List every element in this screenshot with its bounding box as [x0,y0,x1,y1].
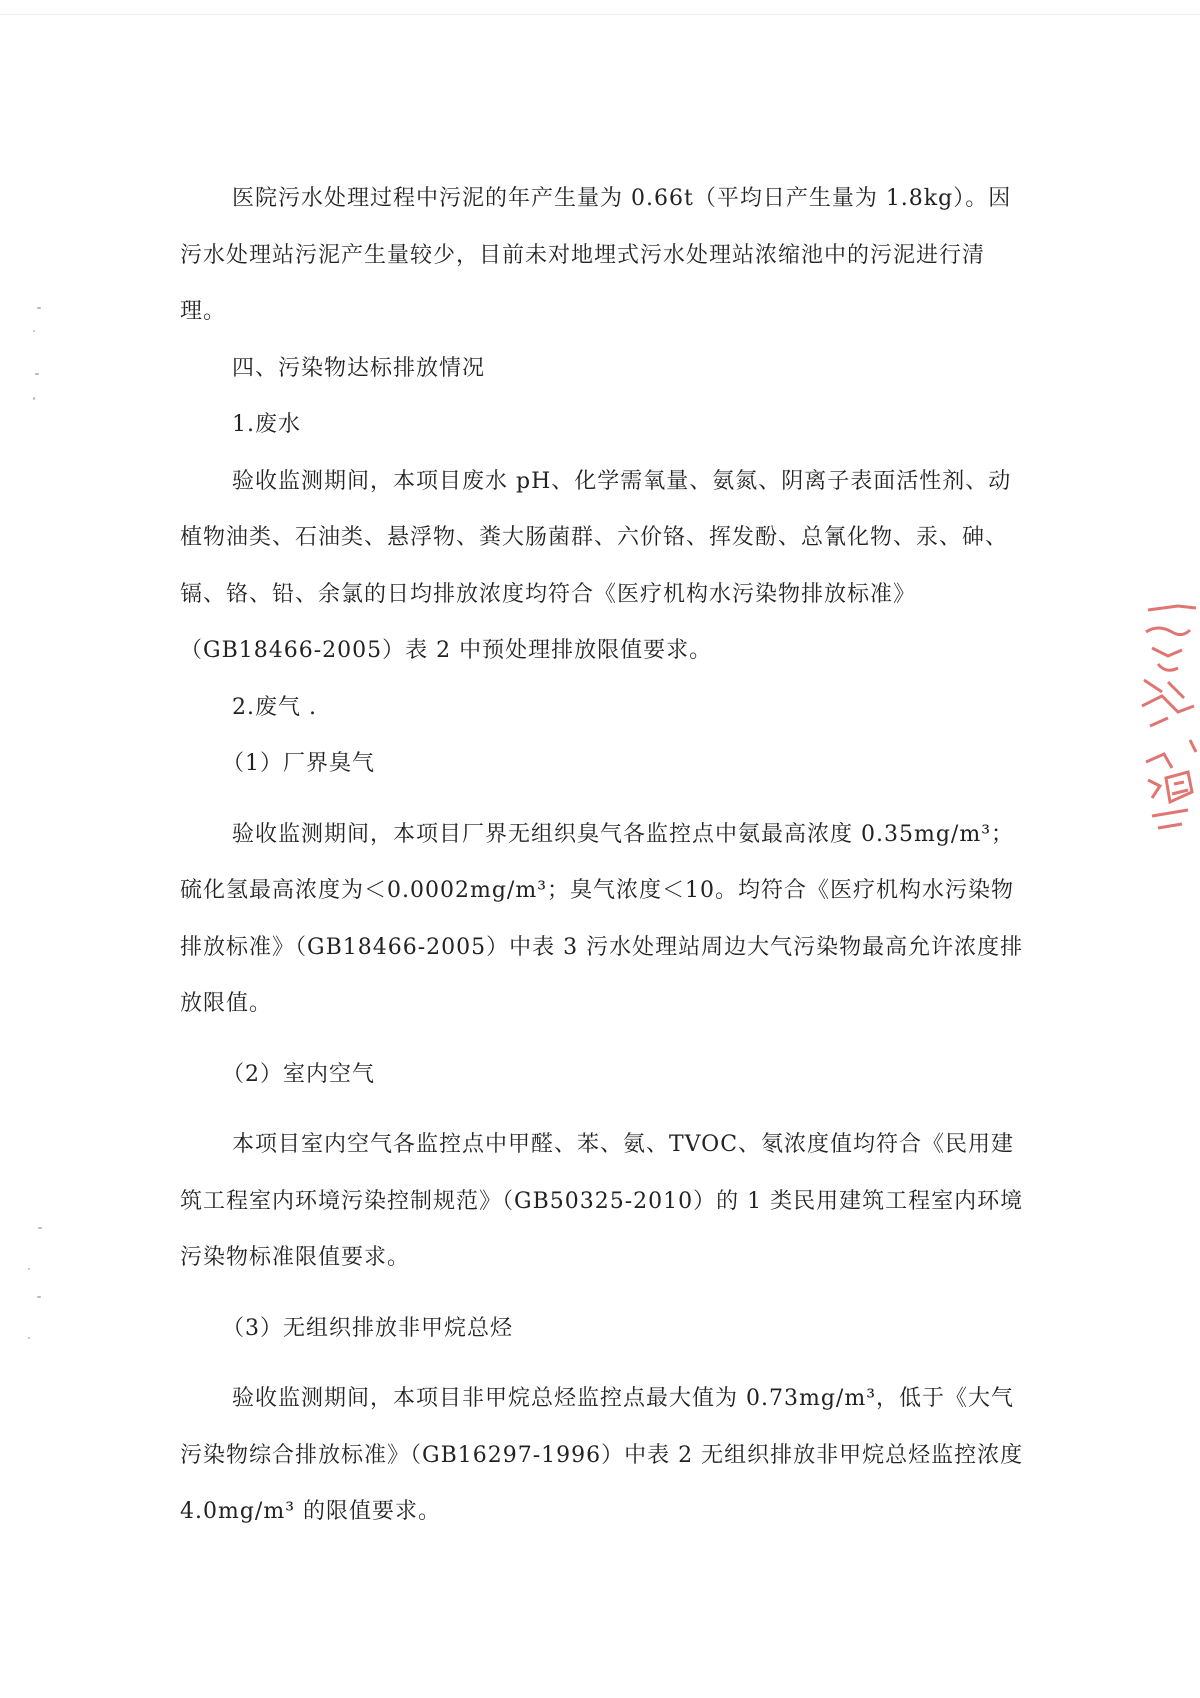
boundary-odor-paragraph: 验收监测期间，本项目厂界无组织臭气各监控点中氨最高浓度 0.35mg/m³；硫化氢最高浓度为＜0.0002mg/m³；臭气浓度＜10。均符合《医疗机构水污染物排放标准》（GB18466-2005）中表 3 污水处理站周边大气污染物最高允许浓度排放限值。 [180,821,1024,1016]
page-top-edge [0,14,1200,15]
scan-mark [37,1296,41,1298]
partial-seal-stamp [1138,602,1198,842]
scan-mark [37,307,41,309]
subsection-heading-wastewater: 1.废水 [232,412,301,437]
item-heading-boundary-odor: （1）厂界臭气 [222,751,375,776]
wastewater-paragraph: 验收监测期间，本项目废水 pH、化学需氧量、氨氮、阴离子表面活性剂、动植物油类、石油类、悬浮物、粪大肠菌群、六价铬、挥发酚、总氰化物、汞、砷、镉、铬、铅、余氯的日均排放浓度均符合《医疗机构水污染物排放标准》（GB18466-2005）表 2 中预处理排放限值要求。 [180,468,1012,663]
nmhc-paragraph: 验收监测期间，本项目非甲烷总烃监控点最大值为 0.73mg/m³，低于《大气污染物综合排放标准》（GB16297-1996）中表 2 无组织排放非甲烷总烃监控浓度 4.0mg/m³ 的限值要求。 [180,1386,1024,1524]
document-body [180,171,1030,1541]
scan-mark [33,330,35,332]
sludge-paragraph: 医院污水处理过程中污泥的年产生量为 0.66t（平均日产生量为 1.8kg）。因污水处理站污泥产生量较少，目前未对地埋式污水处理站浓缩池中的污泥进行清理。 [180,186,1012,324]
item-heading-nmhc: （3）无组织排放非甲烷总烃 [222,1315,513,1341]
scan-mark [35,373,39,375]
scan-mark [38,1227,42,1229]
subsection-heading-waste-gas: 2.废气 . [232,694,317,720]
scan-mark [28,1337,30,1339]
scan-mark [33,397,35,400]
item-heading-indoor-air: （2）室内空气 [222,1061,375,1087]
section-heading-pollutant-compliance: 四、污染物达标排放情况 [232,355,486,381]
indoor-air-paragraph: 本项目室内空气各监控点中甲醛、苯、氨、TVOC、氡浓度值均符合《民用建筑工程室内环境污染控制规范》（GB50325-2010）的 1 类民用建筑工程室内环境污染物标准限值要求。 [180,1132,1024,1270]
scan-mark [28,1268,30,1270]
